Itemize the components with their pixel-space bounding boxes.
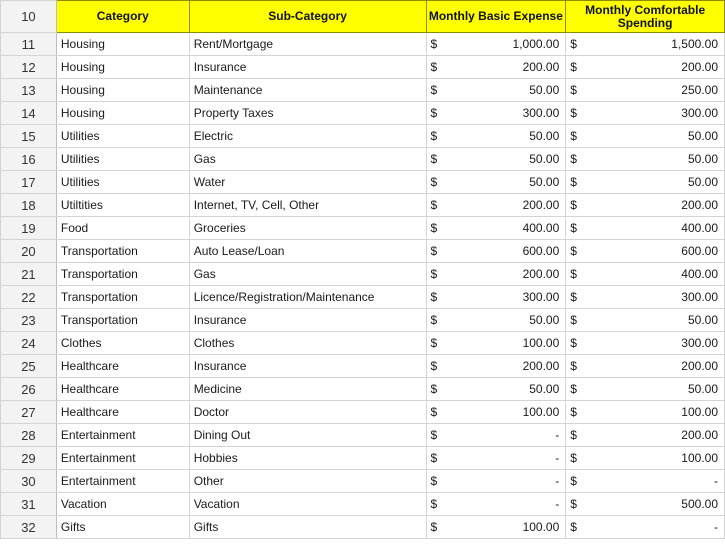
- category-cell[interactable]: Housing: [56, 56, 189, 79]
- basic-expense-value: 100.00: [522, 336, 560, 350]
- header-category[interactable]: Category: [56, 1, 189, 33]
- basic-expense-cell[interactable]: [426, 125, 566, 148]
- currency-symbol: $: [430, 267, 438, 281]
- currency-symbol: $: [570, 497, 577, 511]
- category-cell[interactable]: Transportation: [56, 240, 189, 263]
- subcategory-cell[interactable]: Other: [189, 470, 426, 493]
- subcategory-cell[interactable]: Water: [189, 171, 426, 194]
- row-number[interactable]: 22: [1, 286, 57, 309]
- category-cell[interactable]: Food: [56, 217, 189, 240]
- table-row: [1, 470, 725, 493]
- basic-expense-cell[interactable]: [426, 102, 566, 125]
- category-cell[interactable]: Entertainment: [56, 447, 189, 470]
- table-row: [1, 286, 725, 309]
- comfortable-spending-cell[interactable]: [566, 286, 725, 309]
- comfortable-spending-cell[interactable]: [566, 332, 725, 355]
- table-row: [1, 401, 725, 424]
- basic-expense-value: 600.00: [522, 244, 560, 258]
- basic-expense-cell[interactable]: [426, 33, 566, 56]
- category-cell[interactable]: Healthcare: [56, 355, 189, 378]
- currency-symbol: $: [430, 37, 438, 51]
- comfortable-spending-value: 600.00: [681, 244, 718, 258]
- header-subcategory[interactable]: Sub-Category: [189, 1, 426, 33]
- comfortable-spending-cell[interactable]: [566, 516, 725, 539]
- row-number[interactable]: 23: [1, 309, 57, 332]
- basic-expense-value: 300.00: [522, 290, 560, 304]
- category-cell[interactable]: Transportation: [56, 309, 189, 332]
- subcategory-cell[interactable]: Doctor: [189, 401, 426, 424]
- currency-symbol: $: [430, 497, 438, 511]
- table-row: [1, 240, 725, 263]
- subcategory-cell[interactable]: Gifts: [189, 516, 426, 539]
- basic-expense-value: 1,000.00: [512, 37, 560, 51]
- comfortable-spending-value: 100.00: [681, 405, 718, 419]
- row-number[interactable]: 24: [1, 332, 57, 355]
- table-row: [1, 263, 725, 286]
- basic-expense-value: 100.00: [522, 520, 560, 534]
- currency-symbol: $: [430, 336, 438, 350]
- comfortable-spending-cell[interactable]: [566, 424, 725, 447]
- category-cell[interactable]: Healthcare: [56, 378, 189, 401]
- currency-symbol: $: [570, 290, 577, 304]
- basic-expense-cell[interactable]: [426, 217, 566, 240]
- currency-symbol: $: [570, 359, 577, 373]
- basic-expense-cell[interactable]: [426, 516, 566, 539]
- row-number[interactable]: 27: [1, 401, 57, 424]
- comfortable-spending-value: 200.00: [681, 198, 718, 212]
- currency-symbol: $: [570, 60, 577, 74]
- row-number[interactable]: 32: [1, 516, 57, 539]
- category-cell[interactable]: Utilities: [56, 171, 189, 194]
- subcategory-cell[interactable]: Auto Lease/Loan: [189, 240, 426, 263]
- comfortable-spending-value: 200.00: [681, 428, 718, 442]
- currency-symbol: $: [430, 83, 438, 97]
- currency-symbol: $: [570, 267, 577, 281]
- currency-symbol: $: [570, 106, 577, 120]
- subcategory-cell[interactable]: Internet, TV, Cell, Other: [189, 194, 426, 217]
- subcategory-cell[interactable]: Hobbies: [189, 447, 426, 470]
- row-number[interactable]: 12: [1, 56, 57, 79]
- currency-symbol: $: [430, 451, 438, 465]
- table-row: [1, 447, 725, 470]
- table-row: [1, 33, 725, 56]
- subcategory-cell[interactable]: Insurance: [189, 309, 426, 332]
- category-cell[interactable]: Clothes: [56, 332, 189, 355]
- row-number[interactable]: 21: [1, 263, 57, 286]
- basic-expense-cell[interactable]: [426, 401, 566, 424]
- row-number[interactable]: 25: [1, 355, 57, 378]
- row-number[interactable]: 19: [1, 217, 57, 240]
- row-number[interactable]: 10: [1, 1, 57, 33]
- row-number[interactable]: 16: [1, 148, 57, 171]
- header-row: [1, 1, 725, 33]
- category-cell[interactable]: Vacation: [56, 493, 189, 516]
- currency-symbol: $: [430, 106, 438, 120]
- currency-symbol: $: [570, 405, 577, 419]
- basic-expense-cell[interactable]: [426, 263, 566, 286]
- table-row: [1, 424, 725, 447]
- comfortable-spending-value: 200.00: [681, 60, 718, 74]
- currency-symbol: $: [570, 520, 577, 534]
- currency-symbol: $: [430, 359, 438, 373]
- subcategory-cell[interactable]: Insurance: [189, 355, 426, 378]
- basic-expense-cell[interactable]: [426, 79, 566, 102]
- currency-symbol: $: [570, 244, 577, 258]
- subcategory-cell[interactable]: Clothes: [189, 332, 426, 355]
- comfortable-spending-cell[interactable]: [566, 470, 725, 493]
- category-cell[interactable]: Transportation: [56, 263, 189, 286]
- table-row: [1, 102, 725, 125]
- row-number[interactable]: 28: [1, 424, 57, 447]
- comfortable-spending-cell[interactable]: [566, 102, 725, 125]
- subcategory-cell[interactable]: Gas: [189, 263, 426, 286]
- currency-symbol: $: [430, 244, 438, 258]
- currency-symbol: $: [570, 152, 577, 166]
- subcategory-cell[interactable]: Maintenance: [189, 79, 426, 102]
- category-cell[interactable]: Transportation: [56, 286, 189, 309]
- basic-expense-cell[interactable]: [426, 424, 566, 447]
- basic-expense-value: -: [555, 428, 560, 442]
- table-row: [1, 148, 725, 171]
- comfortable-spending-value: 100.00: [681, 451, 718, 465]
- basic-expense-value: 50.00: [529, 83, 560, 97]
- currency-symbol: $: [570, 336, 577, 350]
- currency-symbol: $: [430, 175, 438, 189]
- row-number[interactable]: 29: [1, 447, 57, 470]
- comfortable-spending-value: 200.00: [681, 359, 718, 373]
- comfortable-spending-cell[interactable]: [566, 217, 725, 240]
- category-cell[interactable]: Housing: [56, 102, 189, 125]
- comfortable-spending-cell[interactable]: [566, 378, 725, 401]
- currency-symbol: $: [430, 428, 438, 442]
- comfortable-spending-cell[interactable]: [566, 33, 725, 56]
- row-number[interactable]: 14: [1, 102, 57, 125]
- row-number[interactable]: 18: [1, 194, 57, 217]
- row-number[interactable]: 31: [1, 493, 57, 516]
- basic-expense-cell[interactable]: [426, 148, 566, 171]
- subcategory-cell[interactable]: Gas: [189, 148, 426, 171]
- comfortable-spending-cell[interactable]: [566, 171, 725, 194]
- basic-expense-value: 200.00: [522, 359, 560, 373]
- currency-symbol: $: [430, 474, 438, 488]
- comfortable-spending-value: -: [714, 474, 718, 488]
- comfortable-spending-value: 400.00: [681, 267, 718, 281]
- comfortable-spending-cell[interactable]: [566, 148, 725, 171]
- basic-expense-value: 400.00: [522, 221, 560, 235]
- basic-expense-cell[interactable]: [426, 332, 566, 355]
- currency-symbol: $: [570, 175, 577, 189]
- row-number[interactable]: 11: [1, 33, 57, 56]
- comfortable-spending-value: 1,500.00: [671, 37, 718, 51]
- table-row: [1, 332, 725, 355]
- row-number[interactable]: 26: [1, 378, 57, 401]
- table-row: [1, 79, 725, 102]
- currency-symbol: $: [430, 60, 438, 74]
- table-row: [1, 378, 725, 401]
- category-cell[interactable]: Healthcare: [56, 401, 189, 424]
- currency-symbol: $: [430, 198, 438, 212]
- comfortable-spending-value: 50.00: [687, 129, 718, 143]
- table-row: [1, 309, 725, 332]
- basic-expense-cell[interactable]: [426, 171, 566, 194]
- comfortable-spending-value: 500.00: [681, 497, 718, 511]
- basic-expense-value: 200.00: [522, 198, 560, 212]
- basic-expense-value: -: [555, 451, 560, 465]
- table-row: [1, 125, 725, 148]
- basic-expense-cell[interactable]: [426, 240, 566, 263]
- subcategory-cell[interactable]: Groceries: [189, 217, 426, 240]
- currency-symbol: $: [430, 290, 438, 304]
- basic-expense-value: 50.00: [529, 313, 560, 327]
- currency-symbol: $: [430, 405, 438, 419]
- row-number[interactable]: 15: [1, 125, 57, 148]
- category-cell[interactable]: Housing: [56, 79, 189, 102]
- row-number[interactable]: 20: [1, 240, 57, 263]
- basic-expense-value: 200.00: [522, 60, 560, 74]
- comfortable-spending-value: 300.00: [681, 290, 718, 304]
- comfortable-spending-value: 250.00: [681, 83, 718, 97]
- currency-symbol: $: [570, 313, 577, 327]
- category-cell[interactable]: Utilities: [56, 148, 189, 171]
- basic-expense-cell[interactable]: [426, 355, 566, 378]
- currency-symbol: $: [570, 198, 577, 212]
- subcategory-cell[interactable]: Property Taxes: [189, 102, 426, 125]
- basic-expense-value: 300.00: [522, 106, 560, 120]
- category-cell[interactable]: Utiltities: [56, 194, 189, 217]
- category-cell[interactable]: Utilities: [56, 125, 189, 148]
- currency-symbol: $: [570, 382, 577, 396]
- row-number[interactable]: 30: [1, 470, 57, 493]
- category-cell[interactable]: Entertainment: [56, 470, 189, 493]
- subcategory-cell[interactable]: Licence/Registration/Maintenance: [189, 286, 426, 309]
- currency-symbol: $: [570, 83, 577, 97]
- basic-expense-value: -: [555, 497, 560, 511]
- table-row: [1, 493, 725, 516]
- row-number[interactable]: 17: [1, 171, 57, 194]
- header-basic-expense[interactable]: Monthly Basic Expense: [426, 1, 566, 33]
- comfortable-spending-value: 300.00: [681, 106, 718, 120]
- comfortable-spending-cell[interactable]: [566, 355, 725, 378]
- basic-expense-cell[interactable]: [426, 378, 566, 401]
- currency-symbol: $: [570, 129, 577, 143]
- comfortable-spending-cell[interactable]: [566, 125, 725, 148]
- table-row: [1, 194, 725, 217]
- table-row: [1, 217, 725, 240]
- basic-expense-value: 100.00: [522, 405, 560, 419]
- category-cell[interactable]: Gifts: [56, 516, 189, 539]
- comfortable-spending-cell[interactable]: [566, 263, 725, 286]
- currency-symbol: $: [430, 313, 438, 327]
- currency-symbol: $: [570, 221, 577, 235]
- comfortable-spending-value: -: [714, 520, 718, 534]
- basic-expense-value: -: [555, 474, 560, 488]
- currency-symbol: $: [430, 382, 438, 396]
- basic-expense-value: 200.00: [522, 267, 560, 281]
- table-row: [1, 56, 725, 79]
- basic-expense-cell[interactable]: [426, 309, 566, 332]
- basic-expense-cell[interactable]: [426, 470, 566, 493]
- comfortable-spending-value: 300.00: [681, 336, 718, 350]
- comfortable-spending-cell[interactable]: [566, 401, 725, 424]
- currency-symbol: $: [430, 129, 438, 143]
- table-row: [1, 355, 725, 378]
- currency-symbol: $: [570, 37, 577, 51]
- basic-expense-cell[interactable]: [426, 56, 566, 79]
- basic-expense-value: 50.00: [529, 175, 560, 189]
- comfortable-spending-cell[interactable]: [566, 240, 725, 263]
- currency-symbol: $: [430, 221, 438, 235]
- comfortable-spending-value: 50.00: [687, 382, 718, 396]
- currency-symbol: $: [570, 451, 577, 465]
- comfortable-spending-cell[interactable]: [566, 56, 725, 79]
- basic-expense-value: 50.00: [529, 382, 560, 396]
- currency-symbol: $: [430, 520, 438, 534]
- basic-expense-cell[interactable]: [426, 194, 566, 217]
- subcategory-cell[interactable]: Vacation: [189, 493, 426, 516]
- basic-expense-value: 50.00: [529, 152, 560, 166]
- comfortable-spending-cell[interactable]: [566, 309, 725, 332]
- subcategory-cell[interactable]: Dining Out: [189, 424, 426, 447]
- table-row: [1, 171, 725, 194]
- category-cell[interactable]: Entertainment: [56, 424, 189, 447]
- comfortable-spending-value: 400.00: [681, 221, 718, 235]
- basic-expense-cell[interactable]: [426, 286, 566, 309]
- currency-symbol: $: [430, 152, 438, 166]
- subcategory-cell[interactable]: Insurance: [189, 56, 426, 79]
- basic-expense-cell[interactable]: [426, 493, 566, 516]
- comfortable-spending-cell[interactable]: [566, 493, 725, 516]
- comfortable-spending-cell[interactable]: [566, 194, 725, 217]
- comfortable-spending-cell[interactable]: [566, 79, 725, 102]
- category-cell[interactable]: Housing: [56, 33, 189, 56]
- subcategory-cell[interactable]: Electric: [189, 125, 426, 148]
- currency-symbol: $: [570, 428, 577, 442]
- currency-symbol: $: [570, 474, 577, 488]
- subcategory-cell[interactable]: Medicine: [189, 378, 426, 401]
- comfortable-spending-cell[interactable]: [566, 447, 725, 470]
- row-number[interactable]: 13: [1, 79, 57, 102]
- comfortable-spending-value: 50.00: [687, 152, 718, 166]
- comfortable-spending-value: 50.00: [687, 313, 718, 327]
- header-comfortable-spending[interactable]: Monthly Comfortable Spending: [566, 1, 725, 33]
- subcategory-cell[interactable]: Rent/Mortgage: [189, 33, 426, 56]
- basic-expense-value: 50.00: [529, 129, 560, 143]
- comfortable-spending-value: 50.00: [687, 175, 718, 189]
- table-row: [1, 516, 725, 539]
- basic-expense-cell[interactable]: [426, 447, 566, 470]
